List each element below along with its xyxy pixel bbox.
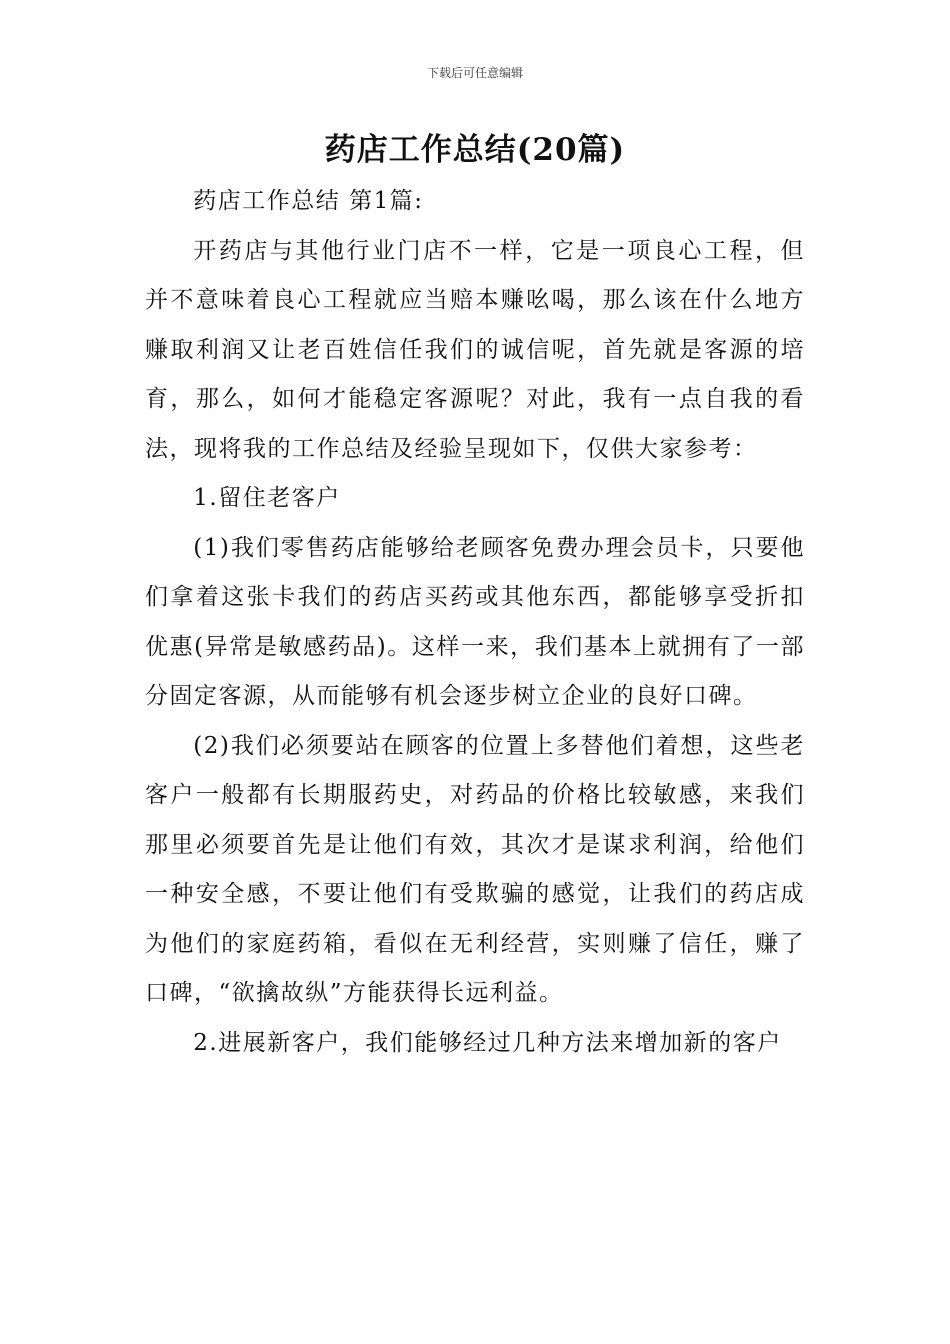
document-body — [145, 177, 805, 1068]
page-header-note: 下载后可任意编辑 — [426, 66, 523, 80]
subheading-new-customers: 2.进展新客户，我们能够经过几种方法来增加新的客户 — [193, 1029, 782, 1056]
paragraph-customer-perspective: (2)我们必须要站在顾客的位置上多替他们着想，这些老客户一般都有长期服药史，对药品的价格比较敏感，来我们那里必须要首先是让他们有效，其次才是谋求利润，给他们一种安全感，不要让他们有受欺骗的感觉，让我们的药店成为他们的家庭药箱，看似在无利经营，实则赚了信任，赚了口碑，“欲擒故纵”方能获得长远利益。 — [145, 732, 805, 1006]
document-title: 药店工作总结(20篇) — [324, 132, 626, 168]
subheading-retain-customers: 1.留住老客户 — [193, 485, 341, 511]
paragraph-membership-card: (1)我们零售药店能够给老顾客免费办理会员卡，只要他们拿着这张卡我们的药店买药或其他东西，都能够享受折扣优惠(异常是敏感药品)。这样一来，我们基本上就拥有了一部分固定客源，从而能够有机会逐步树立企业的良好口碑。 — [145, 534, 805, 709]
intro-paragraph: 开药店与其他行业门店不一样，它是一项良心工程，但并不意味着良心工程就应当赔本赚吆喝，那么该在什么地方赚取利润又让老百姓信任我们的诚信呢，首先就是客源的培育，那么，如何才能稳定客源呢？对此，我有一点自我的看法，现将我的工作总结及经验呈现如下，仅供大家参考： — [145, 237, 805, 462]
section-heading: 药店工作总结 第1篇: — [193, 188, 424, 214]
